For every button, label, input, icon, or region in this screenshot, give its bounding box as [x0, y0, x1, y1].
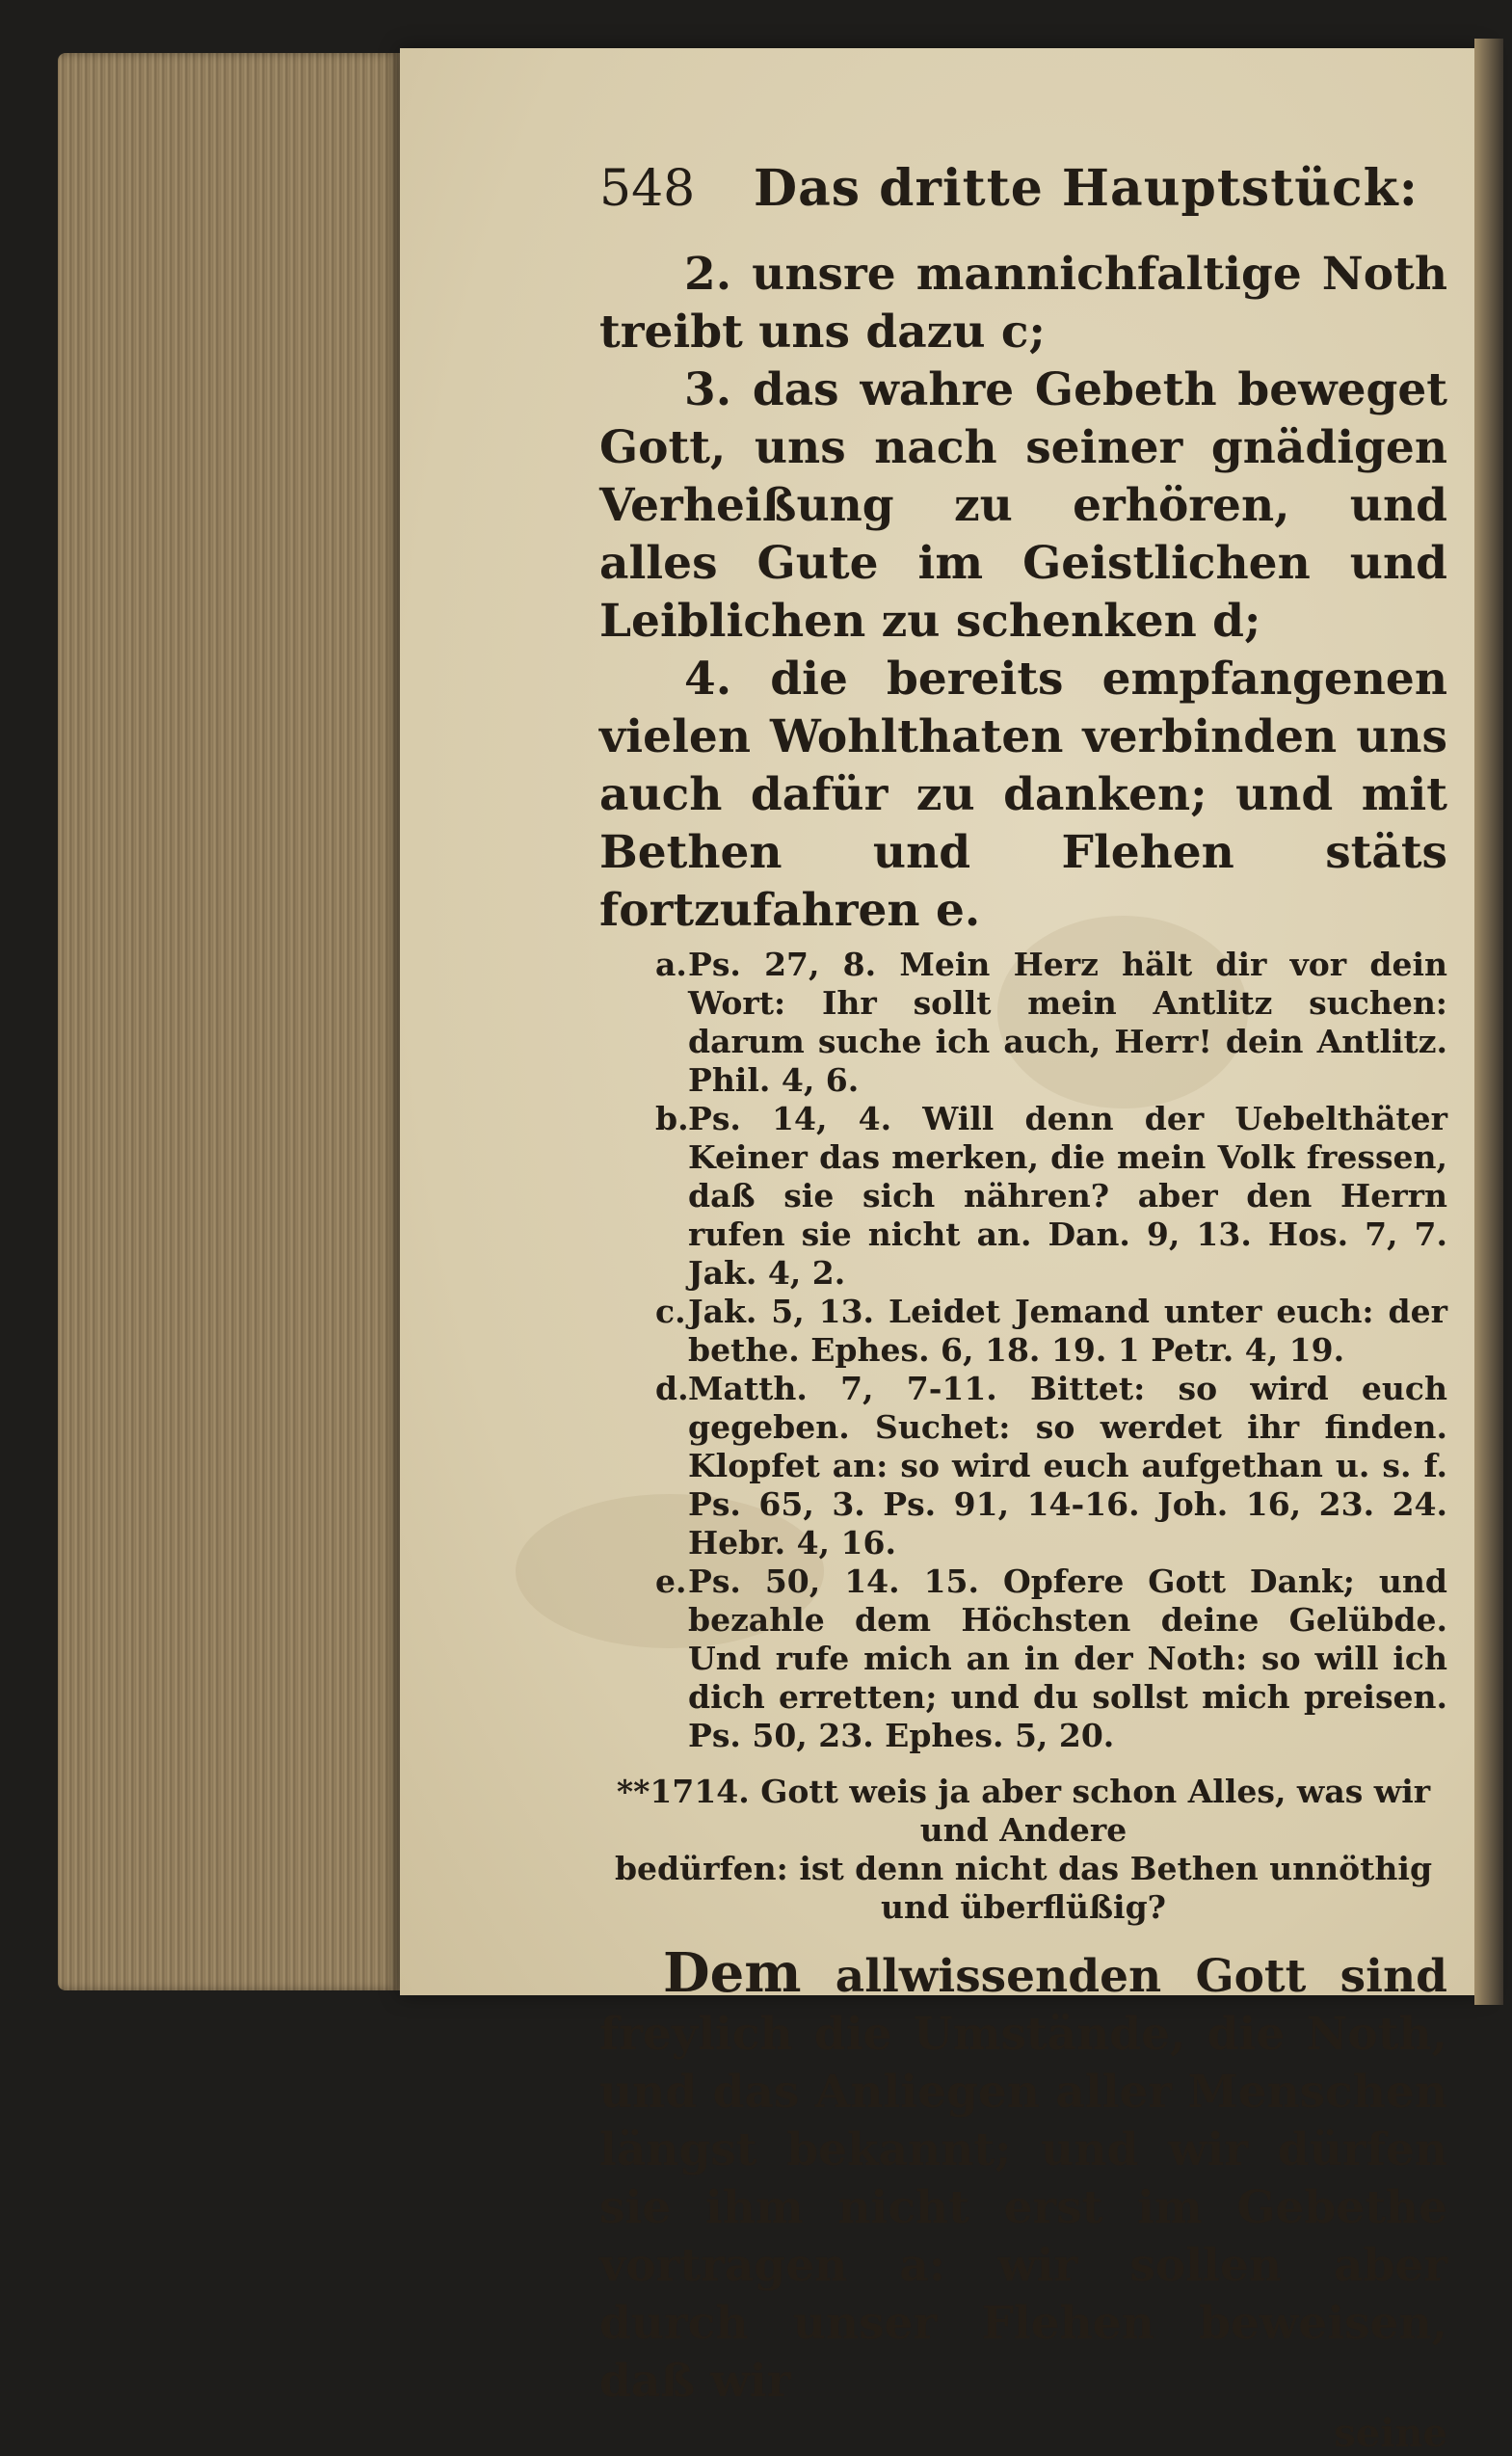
running-title: Das dritte Hauptstück:: [754, 159, 1419, 218]
paragraph-text: allwissenden Gott sind freylich die Umstände, die Noth, und das Anliegen aller Menschen längst bekannt; und wir dürfen sie ihm nicht erst im Gebethe vortragen a: wir sollen aber durch unser Flehen beweisen, daß wir: [599, 1950, 1447, 2408]
question-line-1: Gott weis ja aber schon Alles, was wir und Andere: [760, 1773, 1431, 1849]
catchword: seine: [1334, 2411, 1447, 2456]
footnote-mark: c.: [655, 1293, 686, 1330]
footnote: [655, 946, 1447, 1100]
page-header: [599, 159, 1447, 236]
footnote-mark: b.: [655, 1100, 689, 1137]
footnote: [655, 1370, 1447, 1562]
footnote-text: Ps. 50, 14. 15. Opfere Gott Dank; und bezahle dem Höchsten deine Gelübde. Und rufe mich an in der Noth: so will ich dich erretten; und du sollst mich preisen. Ps. 50, 23. Ephes. 5, 20.: [688, 1562, 1447, 1754]
item-number: 3.: [684, 363, 732, 416]
footnote-text: Jak. 5, 13. Leidet Jemand unter euch: der bethe. Ephes. 6, 18. 19. 1 Petr. 4, 19.: [688, 1293, 1447, 1369]
question-line-3: und überflüßig?: [880, 1888, 1166, 1926]
item-text: unsre mannichfaltige Noth treibt uns dazu c;: [599, 248, 1447, 359]
footnote-mark: d.: [655, 1370, 689, 1407]
footnote-text: Ps. 27, 8. Mein Herz hält dir vor dein Wort: Ihr sollt mein Antlitz suchen: darum suche ich auch, Herr! dein Antlitz. Phil. 4, 6.: [688, 946, 1447, 1099]
page-content: [599, 159, 1447, 2456]
page-number: 548: [599, 160, 696, 218]
page-edge-stack: [58, 53, 400, 1990]
footnote: [655, 1293, 1447, 1370]
footnotes: [599, 946, 1447, 1755]
answer-paragraph: [599, 1941, 1447, 2411]
book-gutter: [1474, 39, 1503, 2005]
question: [599, 1773, 1447, 1927]
footnote: [655, 1100, 1447, 1293]
item-number: 4.: [684, 653, 732, 706]
list-item: [599, 651, 1447, 940]
list-item: [599, 246, 1447, 361]
list-item: [599, 361, 1447, 651]
footnote-mark: e.: [655, 1562, 687, 1600]
footnote: [655, 1562, 1447, 1755]
footnote-text: Matth. 7, 7-11. Bittet: so wird euch gegeben. Suchet: so werdet ihr finden. Klopfet an: so wird euch aufgethan u. s. f. Ps. 65, 3. Ps. 91, 14-16. Joh. 16, 23. 24. Hebr. 4, 16.: [688, 1370, 1447, 1562]
footnote-text: Ps. 14, 4. Will denn der Uebelthäter Keiner das merken, die mein Volk fressen, daß sie sich nähren? aber den Herrn rufen sie nicht an. Dan. 9, 13. Hos. 7, 7. Jak. 4, 2.: [688, 1100, 1447, 1292]
paragraph-first-word: Dem: [663, 1941, 802, 2005]
item-text: das wahre Gebeth beweget Gott, uns nach seiner gnädigen Verheißung zu erhören, und alles Gute im Geistlichen und Leiblichen zu schenken d;: [599, 363, 1447, 648]
item-text: die bereits empfangenen vielen Wohlthaten verbinden uns auch dafür zu danken; und mit Bethen und Flehen stäts fortzufahren e.: [599, 653, 1447, 937]
question-line-2: bedürfen: ist denn nicht das Bethen unnöthig: [614, 1850, 1433, 1887]
question-number: **1714.: [616, 1773, 750, 1810]
footnote-mark: a.: [655, 946, 687, 983]
item-number: 2.: [684, 248, 732, 301]
